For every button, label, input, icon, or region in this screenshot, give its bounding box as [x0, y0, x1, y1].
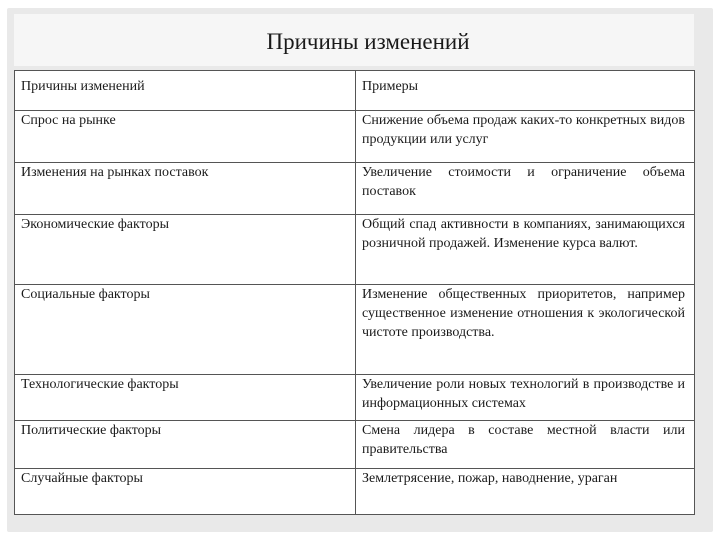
- cause-cell: Социальные факторы: [15, 285, 356, 375]
- cause-cell: Случайные факторы: [15, 469, 356, 515]
- table-row: [15, 163, 695, 215]
- example-cell: Увеличение роли новых технологий в производстве и информационных системах: [356, 375, 695, 421]
- cause-cell: Экономические факторы: [15, 215, 356, 285]
- table-row: [15, 469, 695, 515]
- cause-cell: Технологические факторы: [15, 375, 356, 421]
- example-cell: Увеличение стоимости и ограничение объема поставок: [356, 163, 695, 215]
- example-cell: Снижение объема продаж каких-то конкретных видов продукции или услуг: [356, 111, 695, 163]
- table-row: [15, 215, 695, 285]
- header-example: Примеры: [356, 71, 695, 111]
- cause-cell: Изменения на рынках поставок: [15, 163, 356, 215]
- cause-cell: Спрос на рынке: [15, 111, 356, 163]
- table-row: [15, 375, 695, 421]
- table-header-row: [15, 71, 695, 111]
- table-row: [15, 421, 695, 469]
- header-cause: Причины изменений: [15, 71, 356, 111]
- reasons-table: [14, 70, 695, 515]
- table-row: [15, 285, 695, 375]
- example-cell: Общий спад активности в компаниях, занимающихся розничной продажей. Изменение курса валют.: [356, 215, 695, 285]
- cause-cell: Политические факторы: [15, 421, 356, 469]
- slide-title: Причины изменений: [266, 29, 470, 54]
- example-cell: Изменение общественных приоритетов, например существенное изменение отношения к экологической чистоте производства.: [356, 285, 695, 375]
- example-cell: Смена лидера в составе местной власти или правительства: [356, 421, 695, 469]
- example-cell: Землетрясение, пожар, наводнение, ураган: [356, 469, 695, 515]
- table-row: [15, 111, 695, 163]
